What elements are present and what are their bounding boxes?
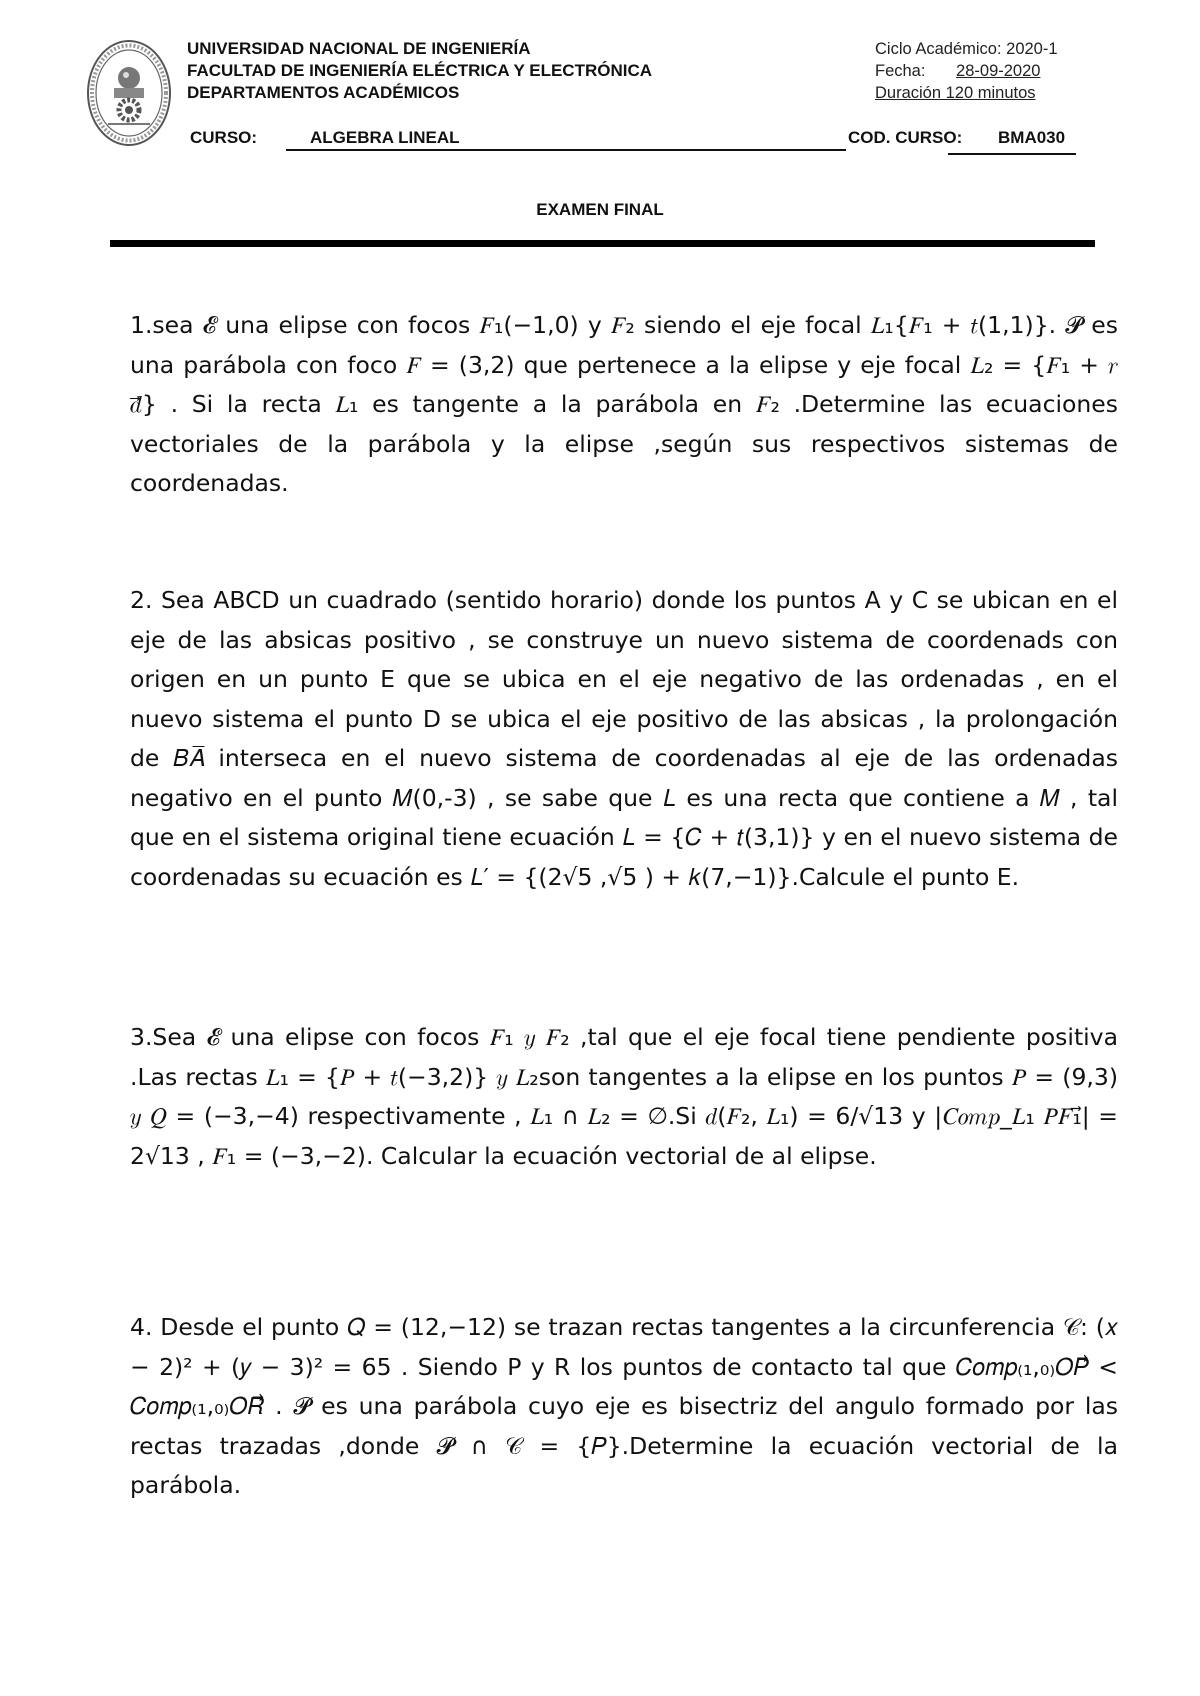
problem-3: 3.Sea 𝓔 una elipse con focos 𝐹₁ 𝑦 𝐹₂ ,tal que el eje focal tiene pendiente positiva .Las rectas 𝐿₁ = {𝑃 + 𝑡(−3,2)} 𝑦 𝐿₂son tangentes a la elipse en los puntos 𝑃 = (9,3) 𝑦 𝑄 = (−3,−4) respectivamente , 𝐿₁ ∩ 𝐿₂ = ∅.Si 𝑑(𝐹₂, 𝐿₁) = 6/√13 y |𝐶𝑜𝑚𝑝_𝐿₁ 𝑃𝐹₁⃗| = 2√13 , 𝐹₁ = (−3,−2). Calcular la ecuación vectorial de al elipse. <box>130 1023 1118 1170</box>
institution-block <box>187 38 652 104</box>
exam-info-block <box>875 38 1058 104</box>
code-value: BMA030 <box>998 128 1066 147</box>
academic-cycle: Ciclo Académico: 2020-1 <box>875 40 1058 58</box>
problem-1: 1.sea 𝓔 una elipse con focos 𝐹₁(−1,0) y 𝐹₂ siendo el eje focal 𝐿₁{𝐹₁ + 𝑡(1,1)}. 𝓟 es una parábola con foco 𝐹 = (3,2) que pertenece a la elipse y eje focal 𝐿₂ = {𝐹₁ + 𝑟 𝑑⃗} . Si la recta 𝐿₁ es tangente a la parábola en 𝐹₂ .Determine las ecuaciones vectoriales de la parábola y la elipse ,según sus respectivos sistemas de coordenadas. <box>130 311 1118 497</box>
course-underline <box>286 149 846 151</box>
problem-2: 2. Sea ABCD un cuadrado (sentido horario) donde los puntos A y C se ubican en el eje de las absicas positivo , se construye un nuevo sistema de coordenads con origen en un punto E que se ubica en el eje negativo de las ordenadas , en el nuevo sistema el punto D se ubica el eje positivo de las absicas , la prolongación de 𝐵𝐴̅̅̅ interseca en el nuevo sistema de coordenadas al eje de las ordenadas negativo en el punto 𝑀(0,-3) , se sabe que 𝐿 es una recta que contiene a 𝑀 , tal que en el sistema original tiene ecuación 𝐿 = {𝐶 + 𝑡(3,1)} y en el nuevo sistema de coordenadas su ecuación es 𝐿′ = {(2√5 ,√5 ) + 𝑘(7,−1)}.Calcule el punto E. <box>130 586 1118 891</box>
course-name: ALGEBRA LINEAL <box>310 128 460 147</box>
university-name: UNIVERSIDAD NACIONAL DE INGENIERÍA <box>187 39 531 58</box>
code-label: COD. CURSO: <box>848 128 963 147</box>
title-divider <box>110 240 1095 247</box>
course-label: CURSO: <box>190 128 258 147</box>
exam-title: EXAMEN FINAL <box>536 200 664 219</box>
date-value: 28-09-2020 <box>956 62 1041 80</box>
university-seal <box>86 38 172 148</box>
code-underline <box>948 153 1076 155</box>
course-row <box>190 128 1080 154</box>
faculty-name: FACULTAD DE INGENIERÍA ELÉCTRICA Y ELECTRÓNICA <box>187 61 653 80</box>
departments-name: DEPARTAMENTOS ACADÉMICOS <box>187 83 460 102</box>
date-label: Fecha: <box>875 62 926 80</box>
problem-4: 4. Desde el punto 𝑄 = (12,−12) se trazan rectas tangentes a la circunferencia 𝒞: (𝑥 − 2)² + (𝑦 − 3)² = 65 . Siendo P y R los puntos de contacto tal que 𝐶𝑜𝑚𝑝₍₁,₀₎𝑂𝑃⃗ < 𝐶𝑜𝑚𝑝₍₁,₀₎𝑂𝑅⃗ . 𝓟 es una parábola cuyo eje es bisectriz del angulo formado por las rectas trazadas ,donde 𝓟 ∩ 𝒞 = {𝑃}.Determine la ecuación vectorial de la parábola. <box>130 1313 1118 1499</box>
exam-date <box>875 60 1058 82</box>
exam-duration: Duración 120 minutos <box>875 84 1036 102</box>
